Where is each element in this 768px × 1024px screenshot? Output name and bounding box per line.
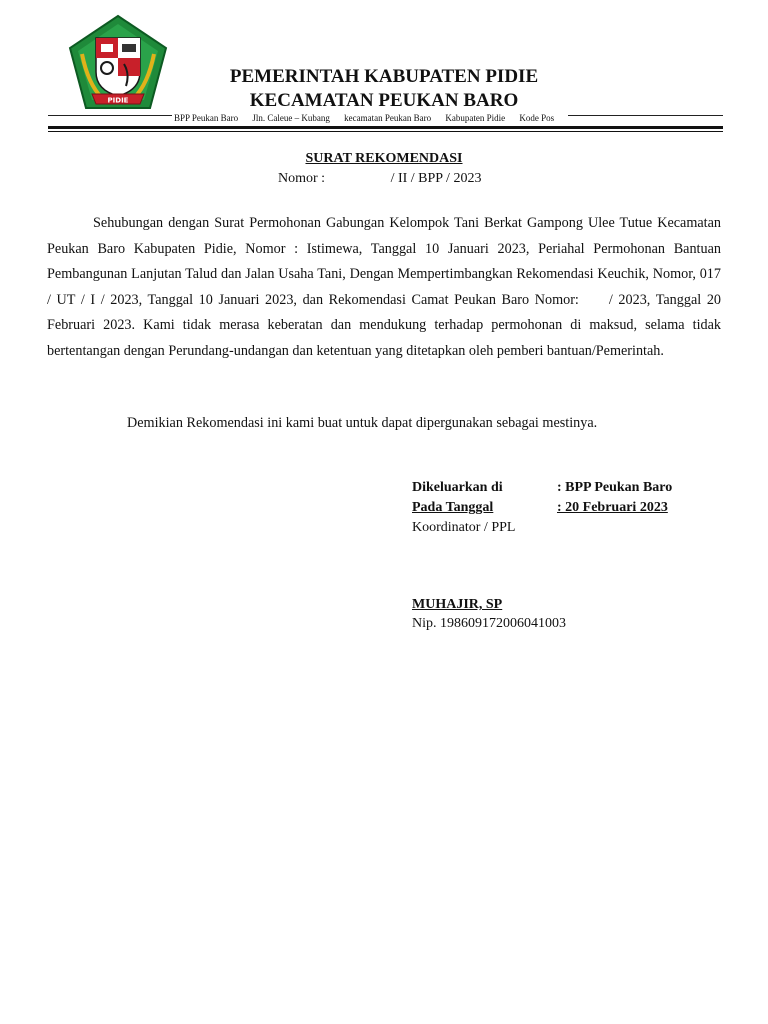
header-divider-thick (48, 126, 723, 129)
closing-statement: Demikian Rekomendasi ini kami buat untuk dapat dipergunakan sebagai mestinya. (127, 415, 598, 431)
signatory-nip: Nip. 198609172006041003 (412, 616, 566, 631)
signatory-name: MUHAJIR, SP (412, 597, 503, 612)
body-text-part1: Sehubungan dengan Surat Permohonan Gabungan Kelompok Tani Berkat Gampong Ulee Tutue Kecamatan Peukan Baro Kabupaten Pidie, Nomor : Istimewa, Tanggal 10 Januari 2023, Periahal Permohonan Bantuan Pembangunan Lanjutan Talud dan Jalan Usaha Tani, Dengan Mempertimbangkan Rekomendasi Keuchik, Nomor, 017 / UT / I / 2023, Tanggal 10 Januari 2023, dan Rekomendasi Camat Peukan Baro Nomor: (47, 215, 721, 308)
address-office: BPP Peukan Baro (174, 113, 239, 123)
address-subdistrict: kecamatan Peukan Baro (344, 113, 432, 123)
issued-at-row (412, 480, 672, 496)
letter-number-label: Nomor : (278, 171, 326, 186)
body-text-part2: / 2023, Tanggal 20 Februari 2023. Kami tidak merasa keberatan dan mendukung terhadap permohonan di maksud, selama tidak bertentangan dengan Perundang-undangan dan ketentuan yang ditetapkan oleh pemberi bantuan/Pemerintah. (47, 291, 722, 359)
letter-number-value: / II / BPP / 2023 (390, 171, 482, 186)
header-divider-thin-lower (48, 131, 723, 132)
signatory-position: Koordinator / PPL (412, 520, 516, 535)
address-street: Jln. Caleue – Kubang (252, 113, 330, 123)
address-regency: Kabupaten Pidie (445, 113, 506, 123)
issued-date-value: : 20 Februari 2023 (557, 500, 668, 515)
logo-ribbon-text: PIDIE (107, 96, 129, 105)
letter-number (278, 171, 481, 187)
letter-title: SURAT REKOMENDASI (305, 151, 463, 166)
letterhead-district: KECAMATAN PEUKAN BARO (249, 90, 519, 111)
letterhead-address (172, 113, 568, 123)
address-postcode: Kode Pos (519, 113, 555, 123)
issued-date-row (412, 500, 668, 516)
issued-at-value: : BPP Peukan Baro (557, 480, 673, 495)
letterhead-government: PEMERINTAH KABUPATEN PIDIE (229, 66, 539, 87)
issued-date-label: Pada Tanggal (412, 500, 494, 515)
kabupaten-pidie-logo (66, 14, 170, 112)
issued-at-label: Dikeluarkan di (412, 480, 503, 495)
letter-body-paragraph (47, 211, 721, 364)
